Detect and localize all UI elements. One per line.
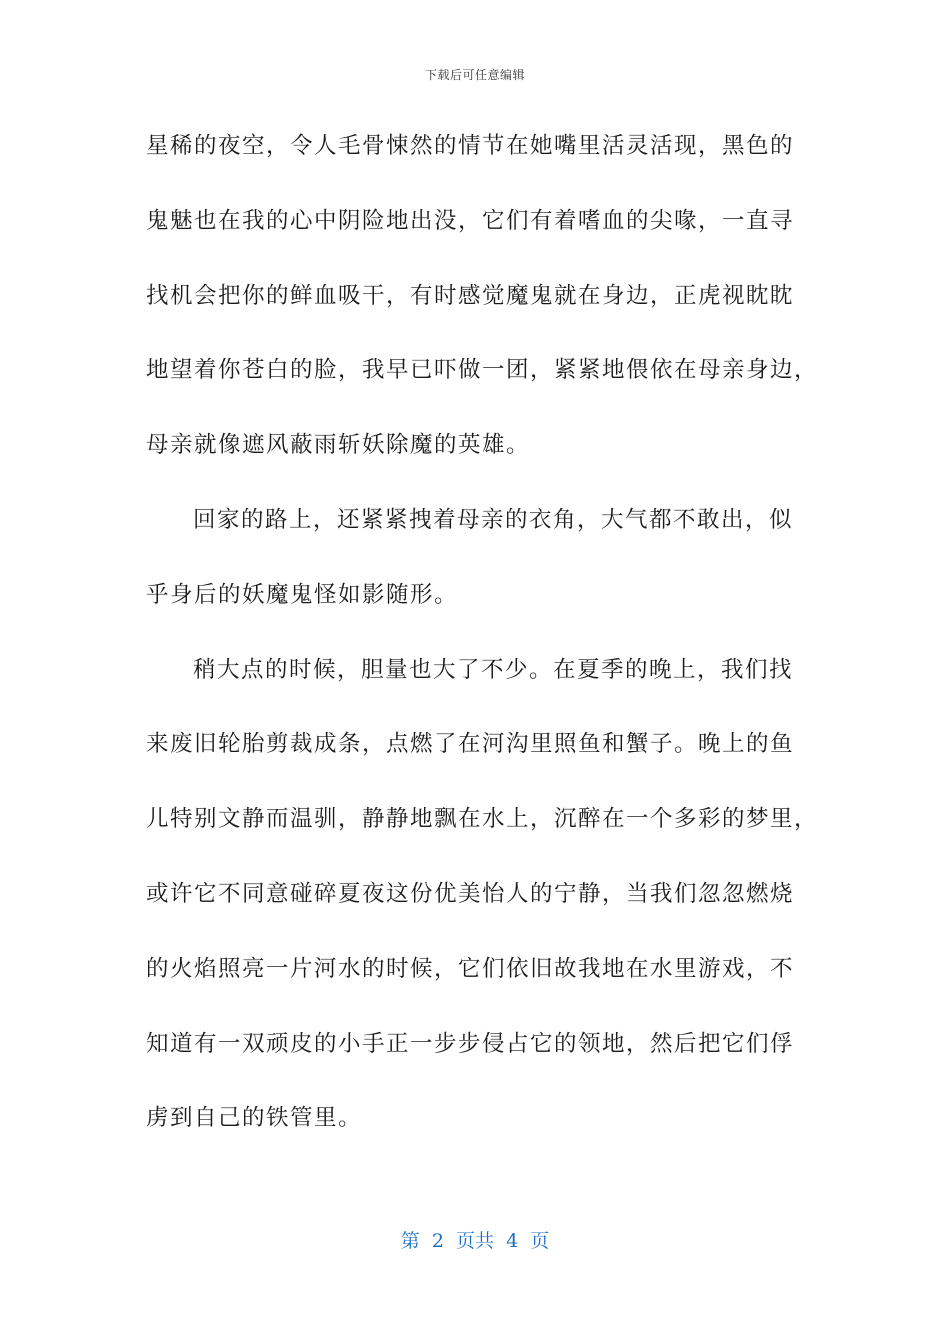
text-line: 来废旧轮胎剪裁成条，点燃了在河沟里照鱼和蟹子。晚上的鱼 (146, 731, 795, 758)
text-line: 虏到自己的铁管里。 (146, 1105, 363, 1132)
text-line: 地望着你苍白的脸，我早已吓做一团，紧紧地偎依在母亲身边， (146, 357, 819, 384)
text-line: 找机会把你的鲜血吸干，有时感觉魔鬼就在身边，正虎视眈眈 (146, 282, 795, 309)
text-line: 母亲就像遮风蔽雨斩妖除魔的英雄。 (146, 432, 531, 459)
text-line: 的火焰照亮一片河水的时候，它们依旧故我地在水里游戏，不 (146, 955, 795, 982)
text-line: 鬼魅也在我的心中阴险地出没，它们有着嗜血的尖喙，一直寻 (146, 207, 795, 234)
text-line: 星稀的夜空，令人毛骨悚然的情节在她嘴里活灵活现，黑色的 (146, 133, 795, 159)
text-line: 或许它不同意碰碎夏夜这份优美怡人的宁静，当我们忽忽燃烧 (146, 880, 795, 907)
paragraph-start-line: 回家的路上，还紧紧拽着母亲的衣角，大气都不敢出，似 (193, 506, 794, 533)
page-header: 下载后可任意编辑 (424, 68, 525, 82)
text-line: 知道有一双顽皮的小手正一步步侵占它的领地，然后把它们俘 (146, 1030, 795, 1057)
paragraph-start-line: 稍大点的时候，胆量也大了不少。在夏季的晚上，我们找 (193, 656, 794, 683)
document-body (146, 124, 819, 1171)
page-number-footer: 第 2 页共 4 页 (400, 1230, 550, 1252)
text-line: 儿特别文静而温驯，静静地飘在水上，沉醉在一个多彩的梦里， (146, 806, 819, 833)
text-line: 乎身后的妖魔鬼怪如影随形。 (146, 581, 459, 608)
